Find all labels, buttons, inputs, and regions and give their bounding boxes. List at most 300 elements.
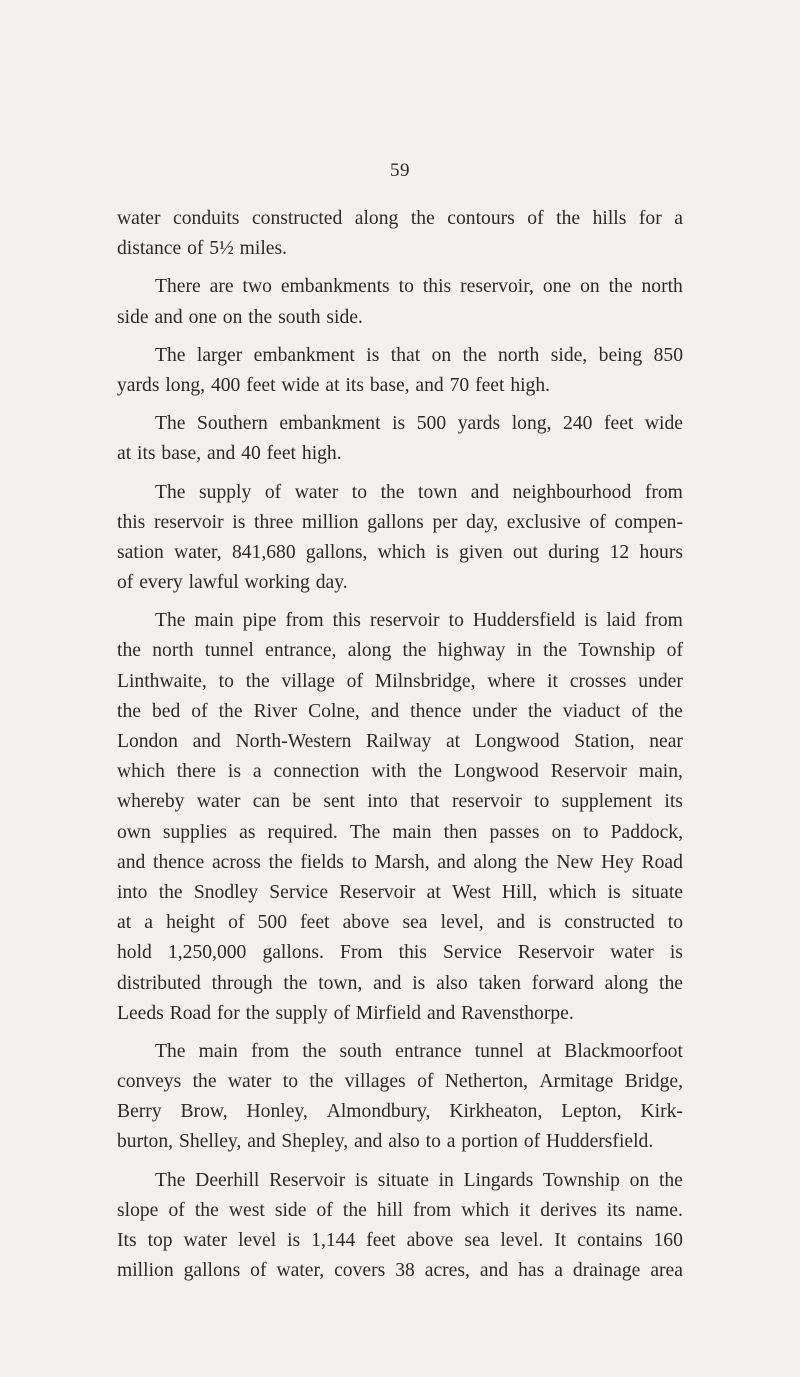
word: as xyxy=(239,821,256,843)
word: feet xyxy=(603,413,634,435)
text-line xyxy=(117,908,683,938)
word: the xyxy=(556,208,581,229)
word: two xyxy=(242,276,272,298)
word: is xyxy=(538,912,552,934)
word: water xyxy=(227,1071,272,1093)
word: north xyxy=(152,640,194,662)
word: The xyxy=(155,413,186,435)
word: Township xyxy=(542,1169,620,1191)
word: slope xyxy=(117,1199,159,1221)
text-line xyxy=(117,697,683,727)
word: south xyxy=(339,1040,382,1062)
word: out xyxy=(512,541,538,563)
word: the xyxy=(248,306,273,328)
word: from xyxy=(413,1199,452,1221)
word: 500 xyxy=(257,912,287,934)
word: under xyxy=(472,700,517,722)
word: during xyxy=(548,541,600,563)
word: it xyxy=(519,1199,531,1221)
word: 12 xyxy=(609,541,630,563)
word: is xyxy=(669,942,683,964)
word: level, xyxy=(440,912,484,934)
word: per xyxy=(432,511,458,533)
word: forward xyxy=(531,972,594,994)
word: with xyxy=(371,761,407,783)
word: Kirkheaton, xyxy=(449,1101,543,1123)
word: to xyxy=(351,481,368,503)
word: pipe xyxy=(242,610,277,632)
word: along xyxy=(473,851,517,873)
word: day, xyxy=(466,511,499,533)
word: embankment xyxy=(279,413,381,435)
word: long, xyxy=(165,374,206,396)
word: North-Western xyxy=(235,731,352,752)
word: and xyxy=(117,851,146,873)
word: Marsh, xyxy=(374,851,430,873)
word: has xyxy=(518,1260,545,1282)
word: million xyxy=(301,511,359,533)
word: water xyxy=(294,481,339,503)
text-line xyxy=(117,999,683,1029)
word: The xyxy=(155,1169,186,1191)
word: to xyxy=(583,821,599,843)
word: south xyxy=(278,306,321,328)
word: of xyxy=(631,700,648,722)
word: working xyxy=(244,572,310,594)
word: 40 xyxy=(241,443,261,465)
paragraph xyxy=(117,1166,683,1287)
word: is xyxy=(607,881,621,903)
word: London xyxy=(117,731,178,752)
paragraph xyxy=(117,341,683,401)
word: on xyxy=(580,276,600,298)
word: side, xyxy=(550,344,588,366)
word: the xyxy=(402,640,427,662)
word: feet xyxy=(475,374,505,396)
word: River xyxy=(253,700,298,722)
word: supplies xyxy=(162,821,228,843)
text-line xyxy=(117,1067,683,1097)
word: one xyxy=(542,276,572,298)
word: which xyxy=(461,1199,510,1221)
word: side xyxy=(117,306,149,328)
word: the xyxy=(117,700,141,722)
word: through xyxy=(211,972,273,994)
word: constructed xyxy=(251,208,343,229)
paragraph-gap xyxy=(117,470,683,478)
word: distributed xyxy=(117,972,201,994)
body-text xyxy=(117,204,683,1286)
word: this xyxy=(398,942,427,964)
word: entrance xyxy=(395,1040,462,1062)
word: and xyxy=(154,306,183,328)
word: Armitage xyxy=(539,1071,614,1093)
word: sea xyxy=(464,1230,490,1251)
word: and xyxy=(415,374,444,396)
word: laid xyxy=(606,610,636,632)
word: and xyxy=(370,700,400,722)
word: the xyxy=(302,1040,327,1062)
word: The xyxy=(155,481,186,503)
word: on xyxy=(431,344,452,366)
word: of xyxy=(168,1199,185,1221)
word: and xyxy=(192,731,221,752)
text-line xyxy=(117,757,683,787)
word: Colne, xyxy=(308,700,360,722)
word: along xyxy=(354,208,399,229)
word: Linthwaite, xyxy=(117,670,207,692)
text-line xyxy=(117,878,683,908)
word: hold xyxy=(117,942,152,964)
word: its xyxy=(345,374,364,396)
word: along xyxy=(347,640,392,662)
word: across xyxy=(211,851,261,873)
word: is xyxy=(435,541,449,563)
word: Huddersfield xyxy=(472,610,576,632)
word: main, xyxy=(638,761,683,783)
paragraph-gap xyxy=(117,333,683,341)
word: tunnel xyxy=(474,1040,524,1062)
word: Kirk- xyxy=(640,1101,683,1123)
word: The xyxy=(155,1040,186,1062)
word: Township xyxy=(578,640,656,662)
paragraph-gap xyxy=(117,1158,683,1166)
word: its xyxy=(664,791,683,813)
word: the xyxy=(418,761,443,783)
word: at xyxy=(426,881,441,903)
word: drainage xyxy=(572,1260,641,1282)
word: top xyxy=(147,1230,173,1251)
word: is xyxy=(232,511,246,533)
word: one xyxy=(188,306,217,328)
word: 38 xyxy=(395,1260,415,1282)
word: 400 xyxy=(210,374,241,396)
word: to xyxy=(218,670,234,692)
word: feet xyxy=(246,374,276,396)
word: 841,680 xyxy=(231,541,296,563)
word: Road xyxy=(641,851,683,873)
word: at xyxy=(325,374,340,396)
word: under xyxy=(638,670,683,692)
word: base, xyxy=(369,374,410,396)
word: the xyxy=(158,881,183,903)
word: New xyxy=(556,851,594,873)
word: is xyxy=(412,972,426,994)
word: Deerhill xyxy=(195,1169,260,1191)
word: be xyxy=(292,791,311,813)
word: reservoir, xyxy=(460,276,534,298)
word: 5½ xyxy=(209,238,234,260)
word: highway xyxy=(437,640,506,662)
word: of xyxy=(228,912,245,934)
word: and xyxy=(354,1131,383,1153)
word: hours xyxy=(639,541,683,563)
word: that xyxy=(410,791,440,813)
word: are xyxy=(209,276,234,298)
text-line xyxy=(117,818,683,848)
word: reservoir xyxy=(369,610,440,632)
text-line xyxy=(117,1097,683,1127)
word: and xyxy=(426,1002,456,1024)
word: gallons. xyxy=(262,942,324,964)
word: Reservoir xyxy=(517,942,595,964)
word: to xyxy=(448,610,464,632)
word: then xyxy=(443,821,478,843)
word: side xyxy=(274,1199,307,1221)
text-line xyxy=(117,636,683,666)
word: this xyxy=(117,511,146,533)
word: feet xyxy=(266,443,297,465)
word: derives xyxy=(540,1199,597,1221)
word: the xyxy=(608,276,633,298)
word: to xyxy=(667,912,683,934)
word: which xyxy=(548,881,597,903)
word: contours xyxy=(447,208,515,229)
word: Mirfield xyxy=(355,1002,422,1024)
word: and xyxy=(247,1131,276,1153)
word: 70 xyxy=(449,374,470,396)
page-number: 59 xyxy=(390,160,410,181)
word: of xyxy=(117,572,134,594)
word: the xyxy=(283,972,308,994)
word: villages xyxy=(344,1071,406,1093)
word: taken xyxy=(478,972,521,994)
word: tunnel xyxy=(204,640,254,662)
word: the xyxy=(192,1071,217,1093)
word: sea xyxy=(402,912,428,934)
word: and xyxy=(470,481,500,503)
word: yards xyxy=(117,374,160,396)
word: on xyxy=(551,821,572,843)
word: main xyxy=(198,1040,238,1062)
word: the xyxy=(524,851,549,873)
word: contains xyxy=(577,1230,643,1251)
word: its xyxy=(606,1199,626,1221)
word: Service xyxy=(269,881,329,903)
word: of xyxy=(417,1071,434,1093)
text-line xyxy=(117,1127,683,1157)
word: three xyxy=(254,511,294,533)
text-line xyxy=(117,938,683,968)
text-line xyxy=(117,341,683,371)
word: along xyxy=(604,972,649,994)
word: north xyxy=(641,276,683,298)
word: 850 xyxy=(653,344,683,366)
word: from xyxy=(644,481,683,503)
word: own xyxy=(117,821,151,843)
word: 1,144 xyxy=(311,1230,356,1251)
word: Brow, xyxy=(180,1101,228,1123)
word: Bridge, xyxy=(624,1071,683,1093)
word: side. xyxy=(326,306,363,328)
word: Milnsbridge, xyxy=(374,670,476,692)
word: water xyxy=(183,1230,228,1251)
word: Honley, xyxy=(246,1101,308,1123)
word: hill xyxy=(376,1199,404,1221)
word: the xyxy=(658,1169,683,1191)
word: gallons xyxy=(183,1260,241,1282)
word: area xyxy=(650,1260,683,1282)
text-line xyxy=(117,508,683,538)
word: Lepton, xyxy=(561,1101,622,1123)
word: whereby xyxy=(117,791,185,813)
word: north xyxy=(497,344,540,366)
word: on xyxy=(222,306,243,328)
text-line xyxy=(117,538,683,568)
word: water, xyxy=(276,1260,325,1282)
word: the xyxy=(268,851,293,873)
text-line xyxy=(117,1037,683,1067)
paragraph xyxy=(117,1037,683,1158)
word: water, xyxy=(174,541,222,563)
word: to xyxy=(398,276,414,298)
word: embankment xyxy=(253,344,355,366)
word: of xyxy=(250,1260,267,1282)
word: the xyxy=(245,670,270,692)
word: every xyxy=(139,572,183,594)
word: Reservoir xyxy=(269,1169,346,1191)
word: day. xyxy=(315,572,348,594)
word: situate xyxy=(377,1169,429,1191)
word: high. xyxy=(510,374,551,396)
word: neighbourhood xyxy=(512,481,632,503)
word: Paddock, xyxy=(610,821,683,843)
word: water xyxy=(117,208,161,229)
word: main xyxy=(392,821,432,843)
word: the xyxy=(309,1071,334,1093)
word: at xyxy=(117,443,132,465)
word: is xyxy=(392,413,406,435)
word: The xyxy=(155,610,186,632)
word: It xyxy=(554,1230,567,1251)
text-line xyxy=(117,1226,683,1256)
word: Hey xyxy=(601,851,634,873)
word: Service xyxy=(443,942,502,964)
word: is xyxy=(354,1169,369,1191)
word: the xyxy=(117,640,141,662)
word: at xyxy=(536,1040,552,1062)
word: Reservoir xyxy=(550,761,627,783)
word: which xyxy=(117,761,165,783)
word: level. xyxy=(500,1230,544,1251)
word: lawful xyxy=(188,572,239,594)
word: Ravensthorpe. xyxy=(461,1002,574,1024)
word: burton, xyxy=(117,1131,174,1153)
word: of xyxy=(527,208,544,229)
text-line xyxy=(117,667,683,697)
word: supplement xyxy=(561,791,653,813)
word: name. xyxy=(635,1199,683,1221)
word: water xyxy=(196,791,241,813)
word: portion xyxy=(461,1131,518,1153)
word: this xyxy=(332,610,361,632)
paragraph xyxy=(117,606,683,1029)
word: feet xyxy=(300,912,330,934)
word: near xyxy=(649,731,683,752)
word: a xyxy=(554,1260,563,1282)
word: The xyxy=(155,344,186,366)
word: is xyxy=(366,344,380,366)
word: Netherton, xyxy=(444,1071,529,1093)
word: sation xyxy=(117,541,164,563)
word: supply xyxy=(199,481,252,503)
word: of xyxy=(187,238,204,260)
word: level xyxy=(238,1230,277,1251)
word: From xyxy=(340,942,383,964)
word: there xyxy=(176,761,216,783)
word: gallons, xyxy=(305,541,368,563)
word: conveys xyxy=(117,1071,182,1093)
word: this xyxy=(422,276,452,298)
text-line xyxy=(117,234,683,264)
word: the xyxy=(245,1002,270,1024)
word: to xyxy=(351,851,367,873)
word: The xyxy=(349,821,381,843)
word: bed xyxy=(151,700,181,722)
word: that xyxy=(390,344,421,366)
word: 240 xyxy=(563,413,593,435)
word: from xyxy=(251,1040,290,1062)
word: Longwood xyxy=(453,761,539,783)
text-line xyxy=(117,303,683,333)
word: in xyxy=(516,640,532,662)
word: West xyxy=(451,881,491,903)
word: crosses xyxy=(569,670,627,692)
word: thence xyxy=(410,700,462,722)
word: viaduct xyxy=(562,700,621,722)
word: of xyxy=(333,1002,350,1024)
word: and xyxy=(373,972,402,994)
word: and xyxy=(479,1260,509,1282)
word: height xyxy=(166,912,216,934)
word: which xyxy=(377,541,426,563)
word: into xyxy=(117,881,148,903)
word: wide xyxy=(644,413,683,435)
word: the xyxy=(658,700,683,722)
word: Leeds xyxy=(117,1002,164,1024)
word: main xyxy=(194,610,234,632)
word: the xyxy=(543,640,568,662)
word: Shepley, xyxy=(281,1131,349,1153)
word: is xyxy=(584,610,598,632)
word: of xyxy=(523,1131,541,1153)
word: Almondbury, xyxy=(326,1101,431,1123)
word: a xyxy=(144,912,153,934)
word: required. xyxy=(267,821,338,843)
word: Reservoir xyxy=(339,881,416,903)
paragraph xyxy=(117,272,683,332)
word: town, xyxy=(318,972,363,994)
word: also xyxy=(388,1131,420,1153)
word: water xyxy=(610,942,654,964)
word: the xyxy=(410,208,435,229)
word: of xyxy=(264,481,282,503)
word: acres, xyxy=(424,1260,470,1282)
word: 1,250,000 xyxy=(167,942,247,964)
word: is xyxy=(227,761,241,783)
paragraph-gap xyxy=(117,264,683,272)
paragraph-gap xyxy=(117,401,683,409)
word: for xyxy=(216,1002,240,1024)
word: town xyxy=(418,481,458,503)
text-line xyxy=(117,1196,683,1226)
word: long, xyxy=(511,413,552,435)
word: a xyxy=(252,761,262,783)
text-line xyxy=(117,371,683,401)
word: of xyxy=(191,700,208,722)
word: reservoir xyxy=(153,511,224,533)
word: miles. xyxy=(239,238,288,260)
